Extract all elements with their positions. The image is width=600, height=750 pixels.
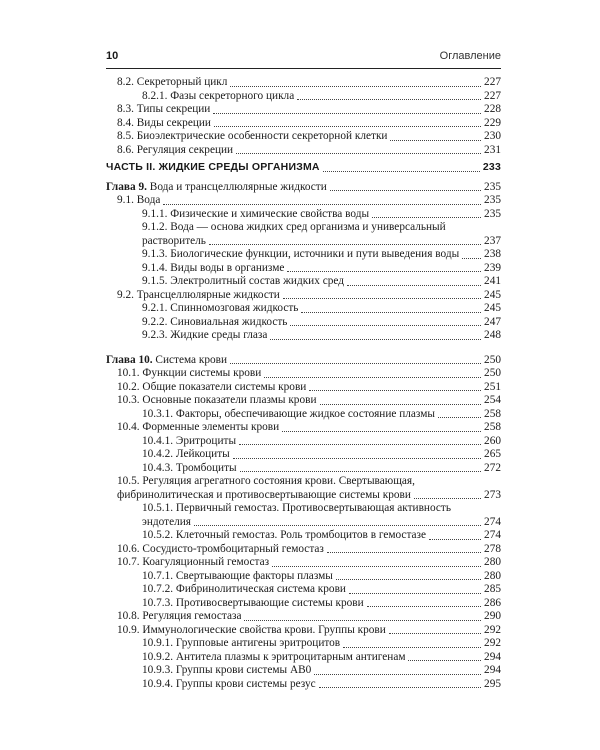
entry-title: 9.1.3. Биологические функции, источники и пути выведения воды <box>142 248 460 260</box>
entry-page: 278 <box>484 542 501 555</box>
leader-dots <box>287 271 481 272</box>
section-8-entries <box>106 76 501 157</box>
toc-entry <box>106 448 501 462</box>
toc-entry <box>106 208 501 222</box>
chapter-10-entries <box>106 367 501 691</box>
entry-page: 274 <box>484 529 501 541</box>
chapter-page: 235 <box>484 180 501 193</box>
entry-page: 290 <box>484 610 501 622</box>
entry-page: 258 <box>484 407 501 420</box>
toc-entry <box>106 302 501 316</box>
entry-title: 10.9.1. Групповые антигены эритроцитов <box>142 637 341 649</box>
leader-dots <box>347 285 481 286</box>
leader-dots <box>282 431 481 432</box>
entry-page: 227 <box>484 76 501 88</box>
entry-page: 292 <box>484 623 501 636</box>
leader-dots <box>214 126 481 127</box>
leader-dots <box>372 217 481 218</box>
entry-page: 280 <box>484 569 501 582</box>
leader-dots <box>408 660 481 661</box>
toc-entry <box>106 502 501 516</box>
entry-page: 272 <box>484 461 501 474</box>
leader-dots <box>233 458 481 459</box>
running-title: Оглавление <box>439 50 501 62</box>
leader-dots <box>301 312 481 313</box>
entry-page: 248 <box>484 329 501 341</box>
entry-title: 10.3.1. Факторы, обеспечивающие жидкое состояние плазмы <box>142 407 435 420</box>
toc-entry <box>106 221 501 235</box>
header-rule <box>106 68 501 69</box>
leader-dots <box>319 687 481 688</box>
leader-dots <box>309 390 481 391</box>
toc-entry <box>106 556 501 570</box>
entry-title: 10.7.2. Фибринолитическая система крови <box>142 583 346 595</box>
entry-page: 280 <box>484 556 501 568</box>
toc-entry <box>106 103 501 117</box>
entry-title: 10.6. Сосудисто-тромбоцитарный гемостаз <box>117 542 324 555</box>
entry-title: 10.4.1. Эритроциты <box>142 434 237 447</box>
leader-dots <box>240 471 481 472</box>
leader-dots <box>264 377 481 378</box>
entry-title: 9.1.4. Виды воды в организме <box>142 261 285 274</box>
entry-page: 292 <box>484 637 501 649</box>
entry-title: 10.8. Регуляция гемостаза <box>117 610 242 622</box>
leader-dots <box>297 99 481 100</box>
entry-page: 238 <box>484 248 501 260</box>
chapter-9-entries <box>106 194 501 343</box>
toc-entry <box>106 516 501 530</box>
toc-entry <box>106 664 501 678</box>
leader-dots <box>389 633 481 634</box>
page-number: 10 <box>106 50 119 62</box>
entry-page: 294 <box>484 664 501 676</box>
entry-title: 10.4.2. Лейкоциты <box>142 448 230 460</box>
page-header <box>106 50 501 66</box>
chapter-page: 250 <box>484 353 501 366</box>
toc-entry <box>106 637 501 651</box>
leader-dots <box>343 647 481 648</box>
entry-page: 237 <box>484 234 501 247</box>
entry-title: 9.1.1. Физические и химические свойства воды <box>142 207 370 220</box>
entry-page: 273 <box>484 488 501 501</box>
leader-dots <box>213 113 481 114</box>
entry-title: 8.2.1. Фазы секреторного цикла <box>142 89 295 102</box>
chapter-title: Вода и трансцеллюлярные жидкости <box>149 180 327 193</box>
entry-page: 294 <box>484 650 501 663</box>
leader-dots <box>230 86 481 87</box>
entry-page: 265 <box>484 448 501 460</box>
toc-entry <box>106 394 501 408</box>
leader-dots <box>230 363 481 364</box>
entry-page: 241 <box>484 275 501 287</box>
toc-entry <box>106 421 501 435</box>
chapter-title: Система крови <box>155 353 228 366</box>
entry-page: 228 <box>484 103 501 115</box>
entry-page: 235 <box>484 194 501 206</box>
leader-dots <box>429 539 481 540</box>
entry-page: 286 <box>484 596 501 609</box>
leader-dots <box>327 552 481 553</box>
toc-entry <box>106 435 501 449</box>
leader-dots <box>349 593 481 594</box>
entry-title: 9.2. Трансцеллюлярные жидкости <box>117 288 280 301</box>
entry-page: 229 <box>484 116 501 129</box>
entry-title-continuation: фибринолитическая и противосвертывающие системы крови <box>117 488 411 501</box>
entry-page: 254 <box>484 394 501 406</box>
toc-entry <box>106 76 501 90</box>
leader-dots <box>270 339 481 340</box>
leader-dots <box>236 153 481 154</box>
chapter-label: Глава 10. <box>106 353 153 366</box>
part-heading <box>106 161 501 175</box>
leader-dots <box>330 190 481 191</box>
toc-entry <box>106 316 501 330</box>
entry-title: 9.1.2. Вода — основа жидких сред организма и универсальный <box>142 221 446 233</box>
part-page: 233 <box>482 161 501 173</box>
toc-entry <box>106 329 501 343</box>
entry-title: 10.7. Коагуляционный гемостаз <box>117 556 270 568</box>
part-title: ЧАСТЬ II. ЖИДКИЕ СРЕДЫ ОРГАНИЗМА <box>106 161 320 173</box>
entry-page: 258 <box>484 421 501 433</box>
table-of-contents <box>106 76 501 691</box>
leader-dots <box>336 579 481 580</box>
entry-title: 8.5. Биоэлектрические особенности секреторной клетки <box>117 130 388 142</box>
entry-title: 8.2. Секреторный цикл <box>117 76 228 88</box>
entry-title: 9.2.1. Спинномозговая жидкость <box>142 302 299 314</box>
entry-title: 10.9.2. Антитела плазмы к эритроцитарным антигенам <box>142 650 406 663</box>
leader-dots <box>438 417 481 418</box>
toc-entry <box>106 367 501 381</box>
toc-entry <box>106 489 501 503</box>
chapter-10-heading <box>106 354 501 368</box>
entry-page: 285 <box>484 583 501 595</box>
entry-page: 245 <box>484 302 501 314</box>
leader-dots <box>414 498 481 499</box>
leader-dots <box>209 244 481 245</box>
toc-entry <box>106 475 501 489</box>
entry-page: 260 <box>484 434 501 447</box>
entry-title: 10.1. Функции системы крови <box>117 367 262 379</box>
entry-page: 235 <box>484 207 501 220</box>
leader-dots <box>194 525 481 526</box>
entry-title: 10.5.1. Первичный гемостаз. Противосвертывающая активность <box>142 502 451 514</box>
leader-dots <box>290 325 481 326</box>
leader-dots <box>244 620 481 621</box>
entry-title: 10.5. Регуляция агрегатного состояния крови. Свертывающая, <box>117 475 415 487</box>
toc-entry <box>106 144 501 158</box>
entry-title: 10.9.3. Группы крови системы АВ0 <box>142 664 312 676</box>
toc-entry <box>106 90 501 104</box>
toc-entry <box>106 651 501 665</box>
toc-entry <box>106 570 501 584</box>
toc-entry <box>106 289 501 303</box>
toc-entry <box>106 678 501 692</box>
entry-page: 247 <box>484 315 501 328</box>
toc-entry <box>106 583 501 597</box>
leader-dots <box>323 171 480 172</box>
entry-page: 250 <box>484 367 501 379</box>
leader-dots <box>320 404 482 405</box>
entry-title: 8.4. Виды секреции <box>117 116 211 129</box>
chapter-label: Глава 9. <box>106 180 147 193</box>
leader-dots <box>283 298 481 299</box>
leader-dots <box>367 606 481 607</box>
toc-entry <box>106 275 501 289</box>
toc-entry <box>106 117 501 131</box>
entry-page: 227 <box>484 89 501 102</box>
leader-dots <box>314 674 481 675</box>
entry-title: 9.2.2. Синовиальная жидкость <box>142 315 288 328</box>
toc-entry <box>106 543 501 557</box>
toc-entry <box>106 529 501 543</box>
toc-entry <box>106 408 501 422</box>
chapter-9-heading <box>106 181 501 195</box>
leader-dots <box>462 258 481 259</box>
leader-dots <box>163 204 481 205</box>
toc-entry <box>106 130 501 144</box>
toc-entry <box>106 262 501 276</box>
entry-page: 251 <box>484 380 501 393</box>
toc-entry <box>106 610 501 624</box>
entry-title: 8.6. Регуляция секреции <box>117 143 234 156</box>
toc-entry <box>106 597 501 611</box>
entry-title: 10.5.2. Клеточный гемостаз. Роль тромбоцитов в гемостазе <box>142 529 427 541</box>
entry-page: 231 <box>484 143 501 156</box>
entry-title-continuation: эндотелия <box>142 515 191 528</box>
entry-title: 10.3. Основные показатели плазмы крови <box>117 394 317 406</box>
entry-title: 9.1.5. Электролитный состав жидких сред <box>142 275 344 287</box>
toc-entry <box>106 624 501 638</box>
entry-title: 10.2. Общие показатели системы крови <box>117 380 307 393</box>
entry-title: 8.3. Типы секреции <box>117 103 211 115</box>
leader-dots <box>272 566 481 567</box>
entry-page: 230 <box>484 130 501 142</box>
entry-title: 10.9.4. Группы крови системы резус <box>142 677 316 690</box>
entry-page: 239 <box>484 261 501 274</box>
toc-entry <box>106 194 501 208</box>
entry-page: 295 <box>484 677 501 690</box>
entry-title-continuation: растворитель <box>142 234 206 247</box>
entry-title: 10.9. Иммунологические свойства крови. Группы крови <box>117 623 386 636</box>
toc-entry <box>106 462 501 476</box>
toc-entry <box>106 381 501 395</box>
entry-title: 9.1. Вода <box>117 194 161 206</box>
toc-entry <box>106 248 501 262</box>
toc-entry <box>106 235 501 249</box>
entry-title: 9.2.3. Жидкие среды глаза <box>142 329 268 341</box>
entry-page: 245 <box>484 288 501 301</box>
entry-title: 10.7.3. Противосвертывающие системы крови <box>142 596 364 609</box>
entry-title: 10.4. Форменные элементы крови <box>117 421 280 433</box>
entry-title: 10.7.1. Свертывающие факторы плазмы <box>142 569 333 582</box>
entry-page: 274 <box>484 515 501 528</box>
entry-title: 10.4.3. Тромбоциты <box>142 461 237 474</box>
leader-dots <box>390 140 481 141</box>
leader-dots <box>239 444 481 445</box>
